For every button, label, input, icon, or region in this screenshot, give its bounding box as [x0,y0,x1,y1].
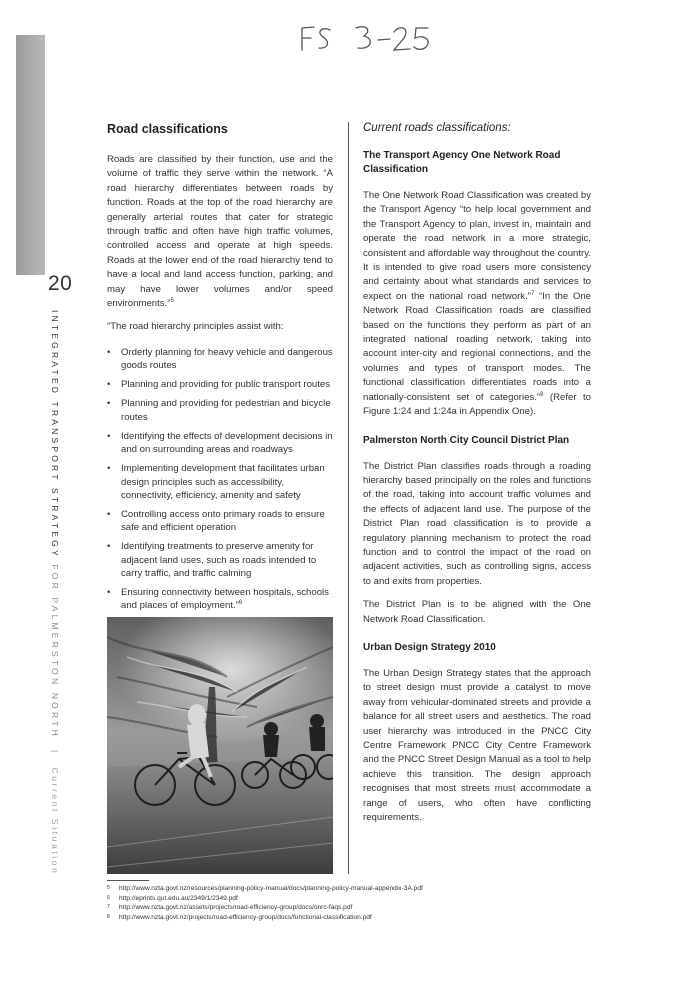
principles-list [107,346,333,612]
district-plan-alignment: The District Plan is to be aligned with the One Network Road Classification. [363,599,591,625]
section-title: Road classifications [107,122,228,136]
footnote-ref-5: 5 [170,297,174,304]
list-item: • Ensuring connectivity between hospitals, schools and places of employment.”$^6$ [107,586,333,612]
principles-lead: “The road hierarchy principles assist with: [107,321,284,333]
left-column [107,122,333,618]
photo-illustration [107,617,333,874]
right-column [363,122,591,834]
column-divider [348,122,349,874]
footnote: 8 http://www.nzta.govt.nz/projects/road-efficiency-group/docs/functional-classification.pdf [107,913,372,921]
doc-title-light: FOR PALMERSTON NORTH [50,564,60,739]
onrc-paragraph: The One Network Road Classification was created by the Transport Agency “to help local government and the Transport Agency to plan, invest in, maintain and operate the road network in a more strategic, consistent and affordable way throughout the country. It is intended to give road users more consistency and certainty about what standards and services to expect on the national road network.”$^7$ “In the One Network Road Classification roads are classified based on the functions they perform as part of an integrated national roading network, taking into account inter-city and regional connections, and the volumes and types of transport modes. The functional classification differentiates roads into a nationally-consistent set of categories.”$^8$ (Refer to Figure 1:24 and 1:24a in Appendix One). [363,190,591,418]
list-item: • Planning and providing for pedestrian and bicycle routes [107,397,333,423]
footnote: 7 http://www.nzta.govt.nz/assets/projects/road-efficiency-group/docs/onrc-faqs.pdf [107,904,353,912]
footnotes [107,884,527,922]
list-item: • Identifying treatments to preserve amenity for adjacent land uses, such as roads intended to carry traffic, and traffic calming [107,540,333,580]
list-item: • Identifying the effects of development decisions in and on surrounding areas and roadways [107,430,333,456]
page-number: 20 [48,272,73,295]
section-label: Current Situation [50,767,60,876]
doc-title-bold: INTEGRATED TRANSPORT STRATEGY [50,310,60,559]
section-tab [16,35,45,275]
handwritten-annotation [296,18,446,58]
list-item: • Planning and providing for public transport routes [107,378,333,391]
footnote-rule [107,880,149,881]
footnote-ref-8: 8 [540,391,544,398]
urban-design-heading: Urban Design Strategy 2010 [363,641,496,653]
footnote-link[interactable]: http://www.nzta.govt.nz/resources/planning-policy-manual/docs/planning-policy-manual-appendix-3A.pdf [119,885,423,892]
intro-paragraph: Roads are classified by their function, use and the volume of traffic they serve within the network. “A road hierarchy differentiates between roads by function. Roads at the top of the road hierarchy are generally arterial routes that cater for strategic through traffic and often have high traffic volumes, controlled access and operate at high speeds. Roads at the lower end of the road hierarchy tend to have a local and land access function, parking, and may have lower volumes and/or speed environments.”$^5$ [107,154,333,310]
list-item: • Controlling access onto primary roads to ensure safe and efficient operation [107,508,333,534]
footnote-ref-7: 7 [530,290,535,297]
footnote: 5 http://www.nzta.govt.nz/resources/planning-policy-manual/docs/planning-policy-manual-appendix-3A.pdf [107,885,423,892]
list-item: • Orderly planning for heavy vehicle and dangerous goods routes [107,346,333,372]
cyclists-photo [107,617,333,874]
footnote-link[interactable]: http://www.nzta.govt.nz/assets/projects/road-efficiency-group/docs/onrc-faqs.pdf [119,904,353,912]
district-plan-heading: Palmerston North City Council District Plan [363,434,570,446]
district-plan-paragraph: The District Plan classifies roads through a roading hierarchy based principally on the roles and functions of the road, taking into account traffic volumes and the effects of adjacent land use. The purpose of the District Plan road classification is to provide a regulatory planning mechanism to protect the road function and to control the impact of the road on adjacent activities, such as controlling signs, access to and exits from properties. [363,460,591,587]
urban-design-paragraph: The Urban Design Strategy states that the approach to street design must provide a catalyst to move away from vehicular-dominated streets and provide a balance for all street users and aesthetics. The road user hierarchy was introduced in the PNCC City Centre Framework PNCC City Centre Framework and the PNCC Street Design Manual as a tool to help achieve this transition. The design approach recognises that most streets must accommodate a range of users, who often have conflicting requirements. [363,667,591,824]
title-separator: | [50,750,60,756]
footnote-link[interactable]: http://eprints.qut.edu.au/2349/1/2349.pdf [119,894,238,902]
list-item: • Implementing development that facilitates urban design principles such as accessibility, connectivity, efficiency, amenity and safety [107,462,333,502]
onrc-heading: The Transport Agency One Network Road Classification [363,150,561,175]
footnote-ref-6: 6 [238,599,243,606]
vertical-document-title [50,310,60,875]
footnote-link[interactable]: http://www.nzta.govt.nz/projects/road-efficiency-group/docs/functional-classification.pdf [119,913,372,921]
footnote: 6 http://eprints.qut.edu.au/2349/1/2349.pdf [107,894,238,902]
right-title: Current roads classifications: [363,122,511,134]
